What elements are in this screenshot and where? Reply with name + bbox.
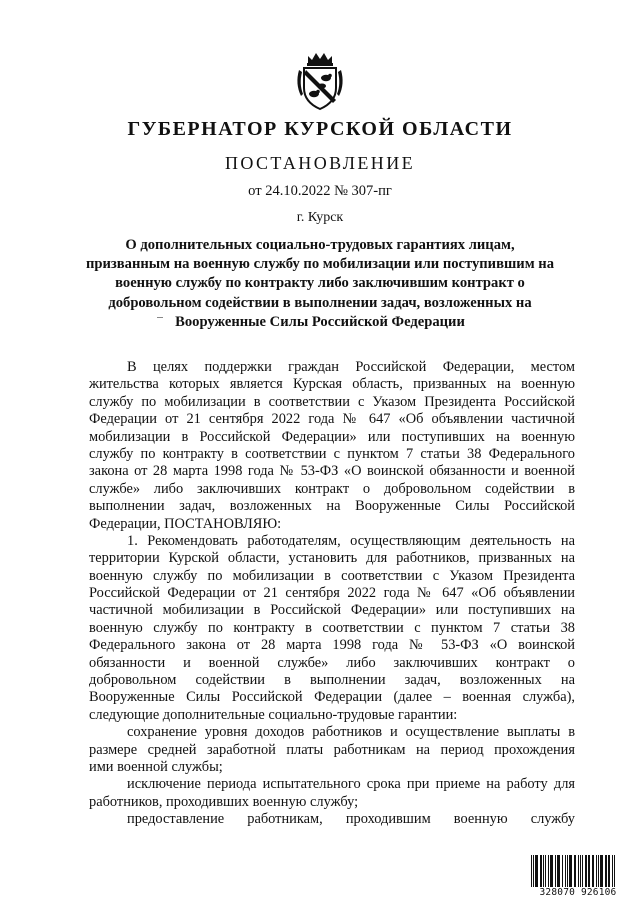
heading-line: добровольном содействии в выполнении задач, возложенных на bbox=[108, 294, 532, 311]
coat-of-arms-icon bbox=[289, 50, 351, 112]
barcode-bar bbox=[555, 855, 556, 887]
barcode-bar bbox=[612, 855, 613, 887]
body-line: Российской Федерации от 21 сентября 2022 года № 647 «Об объявлении bbox=[89, 585, 575, 602]
body-line: частичной мобилизации в Российской Федерации» или поступивших на bbox=[89, 602, 575, 619]
barcode-bar bbox=[605, 855, 607, 887]
governor-title: ГУБЕРНАТОР КУРСКОЙ ОБЛАСТИ bbox=[127, 118, 513, 140]
body-line: 1. Рекомендовать работодателям, осуществляющим деятельность на bbox=[127, 532, 575, 549]
body-line: Вооруженные Силы Российской Федерации (далее – военная служба), bbox=[89, 689, 575, 706]
barcode-bar bbox=[608, 855, 610, 887]
decree-heading bbox=[85, 236, 555, 332]
barcode-bar bbox=[588, 855, 590, 887]
heading-line: призванным на военную службу по мобилизации или поступившим на bbox=[85, 256, 554, 273]
body-line: ими военной службы; bbox=[89, 758, 223, 775]
body-line: службе» либо заключивших контракт о добровольном содействии в bbox=[89, 480, 575, 497]
barcode-bar bbox=[578, 855, 579, 887]
body-line: территории Курской области, установить для работников, призванных на bbox=[89, 550, 575, 567]
body-line: добровольном содействии в выполнении задач, возложенных на bbox=[89, 672, 575, 689]
body-line: мобилизации в Российской Федерации» или поступивших на военную bbox=[89, 428, 575, 445]
barcode-bar bbox=[550, 855, 553, 887]
body-line: предоставление работникам, проходившим военную службу bbox=[127, 811, 575, 828]
barcode-digits: 328070 926106 bbox=[539, 887, 617, 898]
body-line: закона от 28 марта 1998 года № 53-ФЗ «О воинской обязанности и военной bbox=[89, 463, 575, 480]
barcode-bar bbox=[543, 855, 544, 887]
barcode-bar bbox=[531, 855, 532, 887]
body-line: службу по мобилизации в соответствии с Указом Президента Российской bbox=[89, 393, 575, 410]
body-line: сохранение уровня доходов работников и осуществление выплаты в bbox=[127, 724, 575, 741]
barcode-bar bbox=[592, 855, 594, 887]
barcode-bar bbox=[585, 855, 587, 887]
barcode-bar bbox=[582, 855, 583, 887]
body-line: Федерального закона от 28 марта 1998 года № 53-ФЗ «О воинской bbox=[89, 637, 575, 654]
barcode-bar bbox=[596, 855, 597, 887]
barcode-bar bbox=[545, 855, 546, 887]
scan-mark bbox=[157, 317, 163, 318]
body-line: обязанности и военной службе» либо заключивших контракт о bbox=[89, 654, 575, 671]
heading-line: военную службу по контракту либо заключившим контракт о bbox=[115, 275, 525, 292]
document-type: ПОСТАНОВЛЕНИЕ bbox=[224, 153, 416, 173]
barcode-icon bbox=[530, 855, 626, 899]
heading-line: Вооруженные Силы Российской Федерации bbox=[175, 313, 465, 330]
barcode-bar bbox=[548, 855, 549, 887]
city: г. Курск bbox=[296, 210, 344, 225]
body-line: работников, проходивших военную службу; bbox=[89, 793, 359, 810]
body-line: военную службу по контракту в соответствии с пунктом 7 статьи 38 bbox=[89, 619, 575, 636]
barcode-bar bbox=[533, 855, 534, 887]
barcode-bar bbox=[557, 855, 560, 887]
body-line: следующие дополнительные социально-трудовые гарантии: bbox=[89, 706, 458, 723]
barcode-bar bbox=[567, 855, 568, 887]
body-line: В целях поддержки граждан Российской Федерации, местом bbox=[127, 359, 575, 375]
barcode-bar bbox=[574, 855, 576, 887]
barcode-bar bbox=[614, 855, 615, 887]
barcode-bar bbox=[598, 855, 599, 887]
barcode-bar bbox=[535, 855, 538, 887]
decree-body bbox=[89, 359, 575, 829]
body-line: службу по контракту в соответствии с пунктом 7 статьи 38 Федерального bbox=[89, 445, 575, 462]
barcode-bar bbox=[580, 855, 581, 887]
body-line: жительства которых является Курская область, призванных на военную bbox=[89, 376, 575, 393]
body-line: выполнении задач, возложенных на Вооруженные Силы Российской bbox=[89, 498, 575, 515]
body-line: Федерации, ПОСТАНОВЛЯЮ: bbox=[89, 515, 282, 532]
heading-line: О дополнительных социально-трудовых гарантиях лицам, bbox=[125, 237, 515, 253]
barcode-bar bbox=[540, 855, 542, 887]
body-line: исключение периода испытательного срока при приеме на работу для bbox=[127, 776, 575, 793]
body-line: размере средней заработной платы работникам на период прохождения bbox=[89, 741, 575, 758]
barcode-bar bbox=[562, 855, 563, 887]
barcode-bar bbox=[569, 855, 572, 887]
barcode-bar bbox=[600, 855, 603, 887]
body-line: военную службу по мобилизации в соответствии с Указом Президента bbox=[89, 567, 575, 584]
date-and-number: от 24.10.2022 № 307-пг bbox=[248, 183, 392, 199]
body-line: Федерации от 21 сентября 2022 года № 647 «Об объявлении частичной bbox=[89, 411, 575, 428]
barcode-bar bbox=[565, 855, 566, 887]
